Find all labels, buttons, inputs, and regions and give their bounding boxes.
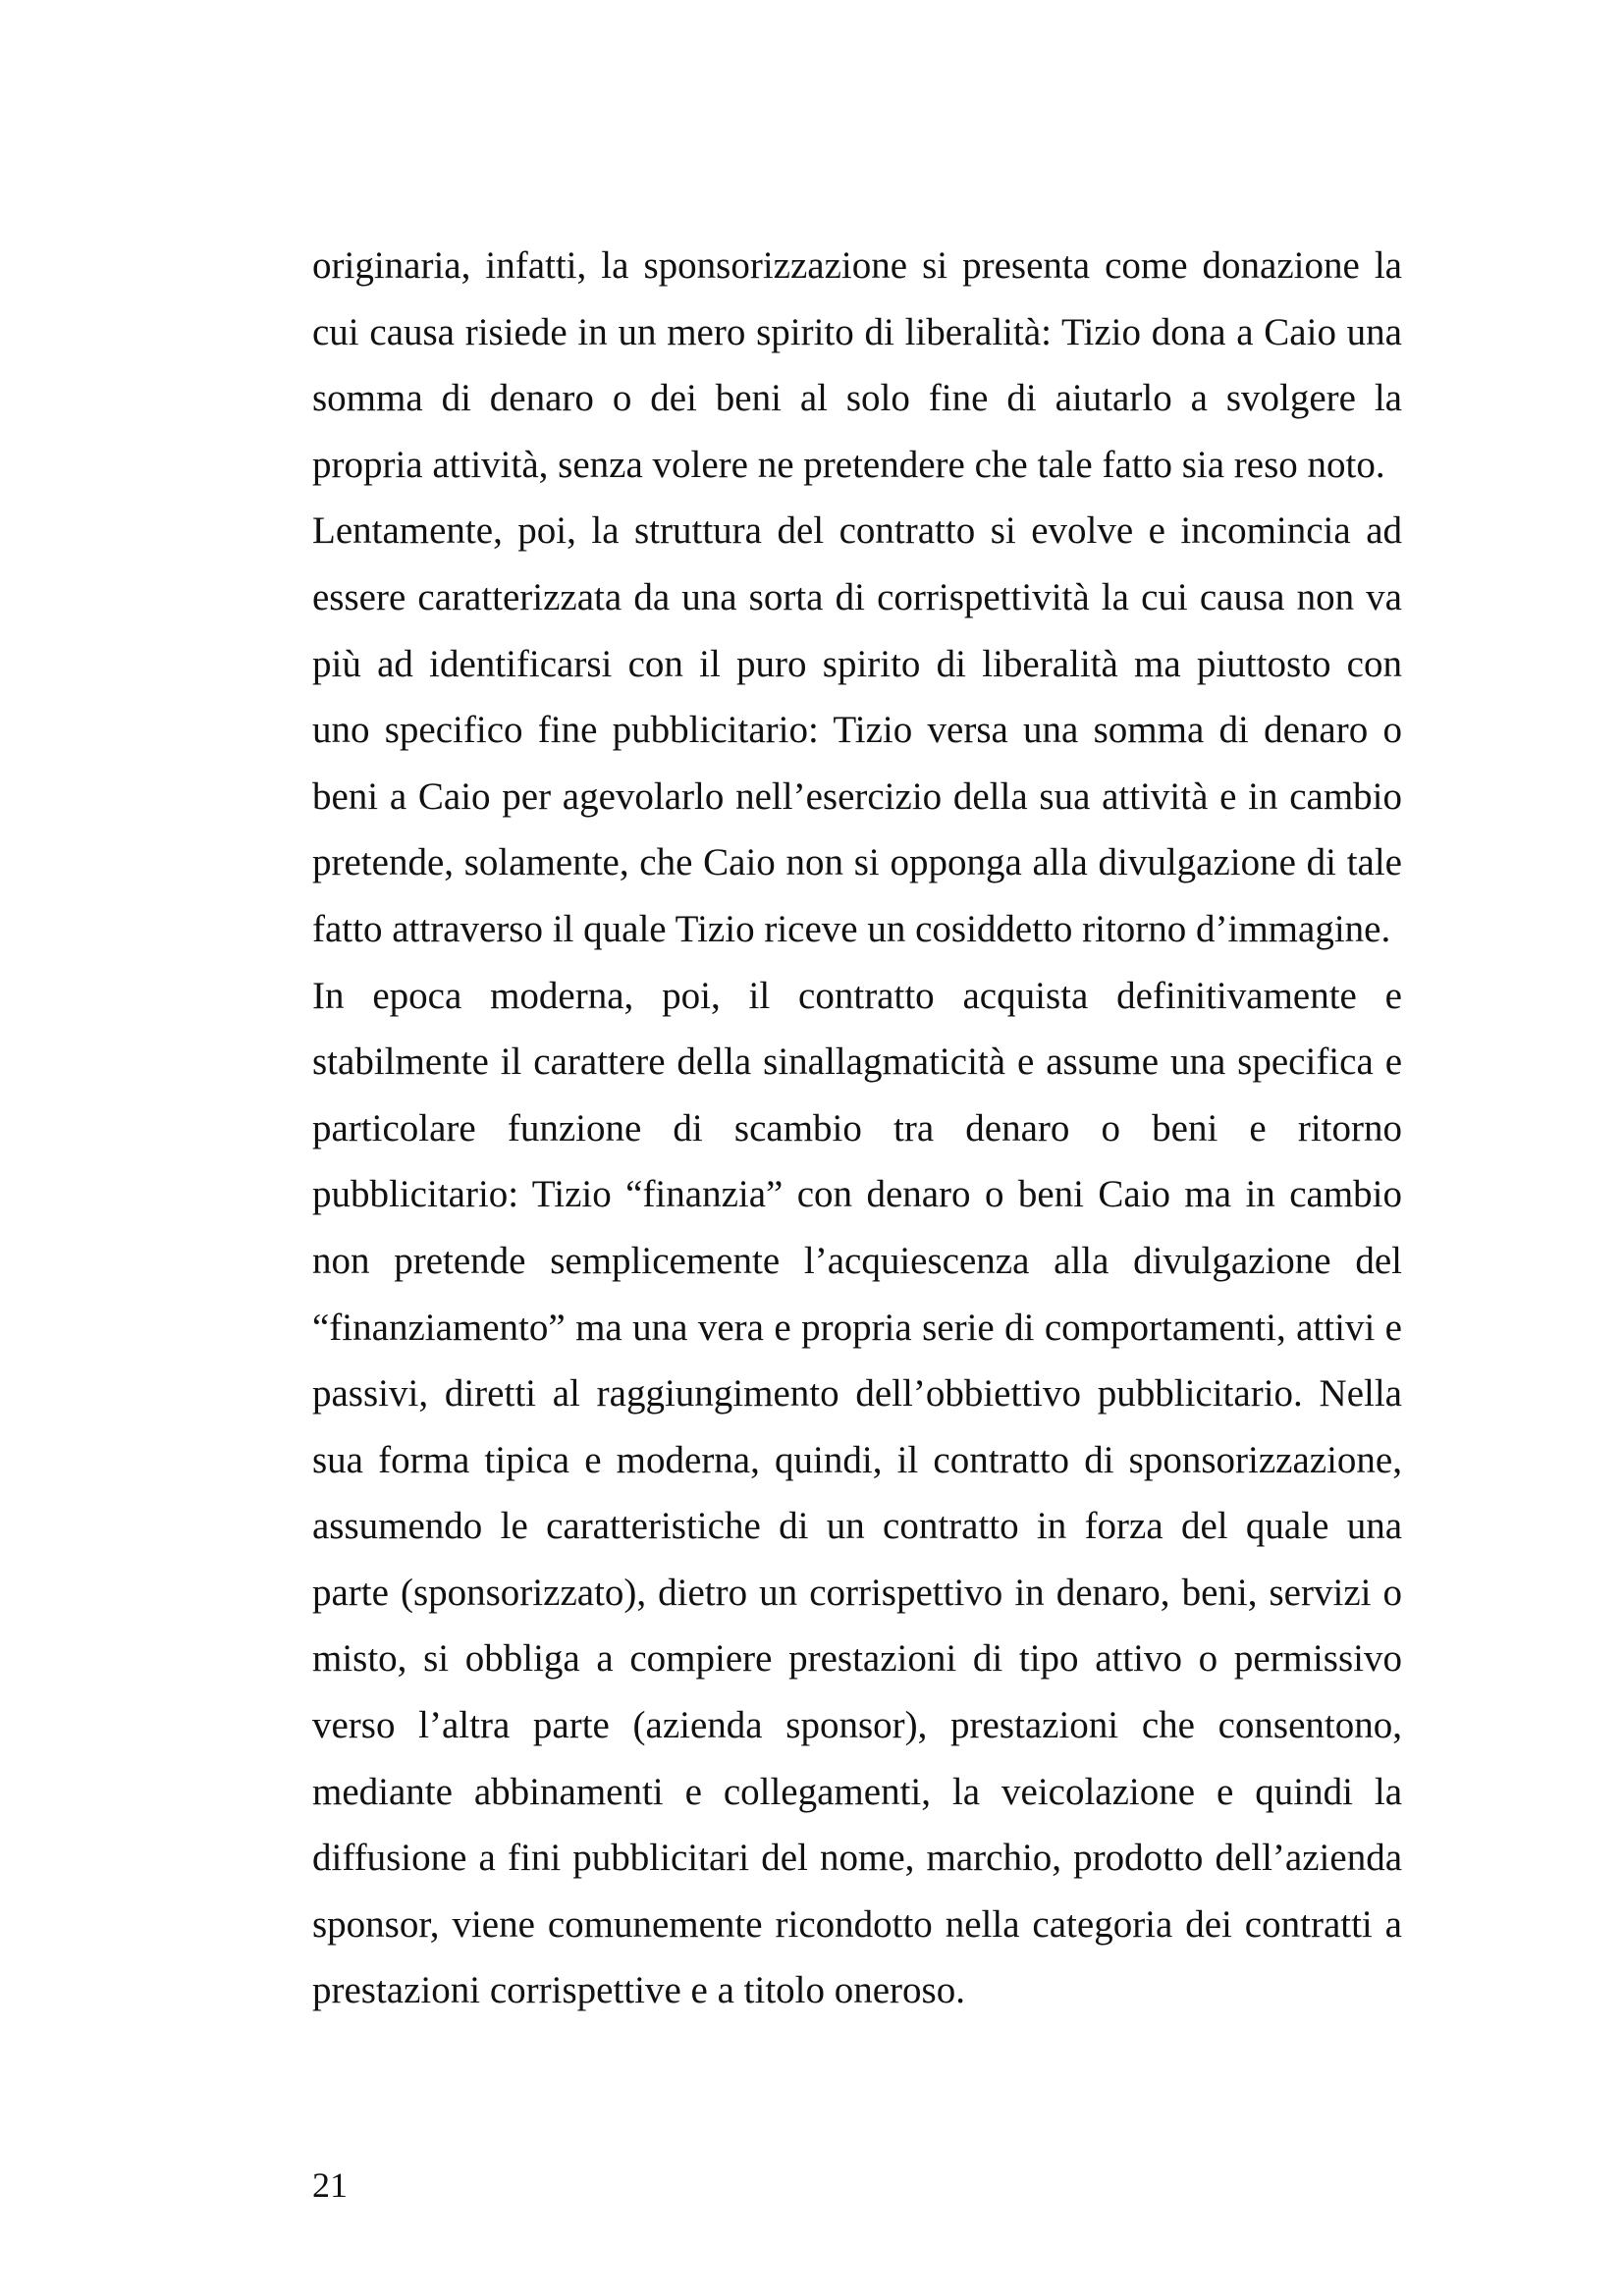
text-line-17: “finanziamento” ma una vera e propria serie di comportamenti, attivi e <box>312 1306 1402 1349</box>
text-line-24: mediante abbinamenti e collegamenti, la veicolazione e quindi la <box>312 1770 1402 1813</box>
text-line-4: propria attività, senza volere ne pretendere che tale fatto sia reso noto. <box>312 443 1385 486</box>
text-line-6: essere caratterizzata da una sorta di corrispettività la cui causa non va <box>312 575 1402 618</box>
text-line-5: Lentamente, poi, la struttura del contratto si evolve e incomincia ad <box>312 509 1402 553</box>
text-line-18: passivi, diretti al raggiungimento dell’obbiettivo pubblicitario. Nella <box>312 1372 1402 1415</box>
text-line-14: particolare funzione di scambio tra denaro o beni e ritorno <box>312 1106 1402 1149</box>
text-line-11: fatto attraverso il quale Tizio riceve un cosiddetto ritorno d’immagine. <box>312 907 1391 950</box>
text-line-27: prestazioni corrispettive e a titolo oneroso. <box>312 1969 965 2012</box>
text-line-13: stabilmente il carattere della sinallagmaticità e assume una specifica e <box>312 1041 1402 1084</box>
text-line-12: In epoca moderna, poi, il contratto acquista definitivamente e <box>312 974 1402 1017</box>
text-line-1: originaria, infatti, la sponsorizzazione si presenta come donazione la <box>312 244 1402 287</box>
text-line-25: diffusione a fini pubblicitari del nome, marchio, prodotto dell’azienda <box>312 1837 1402 1880</box>
text-line-22: misto, si obbliga a compiere prestazioni di tipo attivo o permissivo <box>312 1637 1402 1681</box>
text-line-9: beni a Caio per agevolarlo nell’esercizio della sua attività e in cambio <box>312 774 1402 818</box>
body-text <box>312 233 1402 2024</box>
text-line-21: parte (sponsorizzato), dietro un corrispettivo in denaro, beni, servizi o <box>312 1571 1402 1614</box>
text-line-20: assumendo le caratteristiche di un contratto in forza del quale una <box>312 1505 1402 1548</box>
text-line-15: pubblicitario: Tizio “finanzia” con denaro o beni Caio ma in cambio <box>312 1173 1402 1216</box>
text-line-23: verso l’altra parte (azienda sponsor), prestazioni che consentono, <box>312 1704 1402 1747</box>
text-line-2: cui causa risiede in un mero spirito di liberalità: Tizio dona a Caio una <box>312 310 1402 353</box>
text-line-8: uno specifico fine pubblicitario: Tizio versa una somma di denaro o <box>312 709 1402 752</box>
text-line-3: somma di denaro o dei beni al solo fine di aiutarlo a svolgere la <box>312 377 1402 420</box>
page-number: 21 <box>312 2165 348 2205</box>
text-line-16: non pretende semplicemente l’acquiescenza alla divulgazione del <box>312 1239 1402 1282</box>
text-line-10: pretende, solamente, che Caio non si opponga alla divulgazione di tale <box>312 841 1402 884</box>
text-line-7: più ad identificarsi con il puro spirito di liberalità ma piuttosto con <box>312 642 1402 685</box>
text-line-19: sua forma tipica e moderna, quindi, il contratto di sponsorizzazione, <box>312 1438 1402 1481</box>
text-line-26: sponsor, viene comunemente ricondotto nella categoria dei contratti a <box>312 1902 1402 1946</box>
